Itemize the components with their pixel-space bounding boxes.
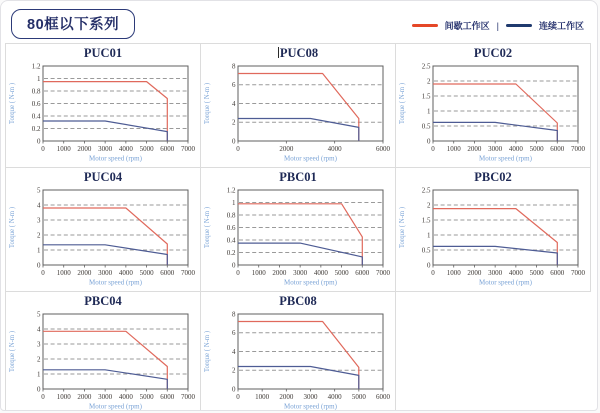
- y-tick-label: 6: [232, 81, 236, 90]
- y-tick-label: 0.8: [226, 211, 236, 220]
- y-tick-label: 0.2: [31, 124, 41, 133]
- y-tick-label: 0.4: [31, 112, 41, 121]
- y-tick-label: 8: [232, 62, 236, 71]
- chart-cell-puc02: [395, 43, 591, 168]
- x-axis-label: Motor speed (rpm): [479, 278, 532, 287]
- y-tick-label: 1: [37, 370, 41, 379]
- x-tick-label: 5000: [529, 269, 544, 277]
- y-tick-label: 1: [232, 198, 236, 207]
- y-tick-label: 2: [427, 201, 431, 210]
- x-tick-label: 7000: [376, 269, 390, 277]
- chart-cell-puc04: [5, 167, 201, 292]
- chart-title: [6, 168, 200, 185]
- chart-plot-puc08: [201, 61, 395, 165]
- chart-title-text: PUC02: [473, 46, 513, 60]
- y-tick-label: 0: [37, 261, 41, 270]
- y-tick-label: 2: [232, 118, 236, 127]
- y-tick-label: 0.8: [31, 87, 41, 96]
- x-tick-label: 0: [236, 393, 240, 401]
- chart-title-text: PUC01: [83, 46, 123, 60]
- x-tick-label: 5000: [139, 269, 154, 277]
- chart-title-text: PBC04: [84, 294, 122, 308]
- y-tick-label: 2: [232, 366, 236, 375]
- y-tick-label: 0: [427, 261, 431, 270]
- x-axis-label: Motor speed (rpm): [284, 154, 337, 163]
- chart-plot-pbc04: [6, 309, 200, 411]
- y-tick-label: 0: [37, 137, 41, 146]
- chart-cell-pbc02: [395, 167, 591, 292]
- x-tick-label: 0: [236, 145, 240, 153]
- chart-title: [396, 168, 590, 185]
- y-tick-label: 0.2: [226, 248, 236, 257]
- x-tick-label: 2000: [77, 393, 92, 401]
- text-cursor: [278, 47, 279, 58]
- y-tick-label: 1.5: [421, 92, 431, 101]
- x-tick-label: 2000: [77, 145, 92, 153]
- x-tick-label: 3000: [488, 145, 503, 153]
- x-tick-label: 4000: [508, 269, 523, 277]
- x-tick-label: 0: [41, 145, 45, 153]
- x-tick-label: 2000: [467, 145, 482, 153]
- x-tick-label: 2000: [279, 393, 294, 401]
- x-tick-label: 6000: [160, 393, 175, 401]
- x-tick-label: 0: [431, 145, 435, 153]
- y-tick-label: 0: [427, 137, 431, 146]
- y-tick-label: 0: [232, 261, 236, 270]
- y-tick-label: 0.6: [226, 223, 236, 232]
- x-tick-label: 0: [41, 269, 45, 277]
- x-tick-label: 5000: [139, 393, 154, 401]
- intermittent-line-swatch: [412, 24, 438, 27]
- chart-plot-pbc01: [201, 185, 395, 289]
- x-tick-label: 7000: [571, 145, 585, 153]
- y-axis-label: Torque ( N-m ): [9, 330, 16, 373]
- y-axis-label: Torque ( N-m ): [399, 82, 406, 125]
- x-axis-label: Motor speed (rpm): [284, 278, 337, 287]
- x-tick-label: 7000: [181, 145, 195, 153]
- x-tick-label: 6000: [355, 269, 370, 277]
- continuous-line-swatch: [506, 24, 532, 27]
- x-tick-label: 2000: [77, 269, 92, 277]
- x-axis-label: Motor speed (rpm): [284, 402, 337, 411]
- y-axis-label: Torque ( N-m ): [204, 82, 211, 125]
- chart-title-text: PBC02: [474, 170, 512, 184]
- x-tick-label: 1000: [446, 145, 461, 153]
- y-tick-label: 2: [427, 77, 431, 86]
- x-tick-label: 2000: [279, 145, 294, 153]
- chart-title-text: PBC01: [279, 170, 317, 184]
- x-axis-label: Motor speed (rpm): [89, 154, 142, 163]
- chart-row: [5, 291, 591, 411]
- x-tick-label: 3000: [98, 393, 113, 401]
- x-tick-label: 2000: [272, 269, 287, 277]
- y-tick-label: 1.2: [31, 62, 41, 71]
- chart-title-text: PUC04: [83, 170, 123, 184]
- y-tick-label: 2: [37, 231, 41, 240]
- chart-plot-pbc08: [201, 309, 395, 411]
- y-tick-label: 6: [232, 329, 236, 338]
- x-tick-label: 0: [431, 269, 435, 277]
- y-tick-label: 5: [37, 310, 41, 319]
- plot-area: [43, 314, 188, 389]
- series-title-text: 80框以下系列: [27, 17, 120, 33]
- x-tick-label: 6000: [160, 145, 175, 153]
- plot-area: [433, 190, 578, 265]
- x-tick-label: 4000: [327, 393, 342, 401]
- x-tick-label: 2000: [467, 269, 482, 277]
- legend: [412, 19, 584, 32]
- y-axis-label: Torque ( N-m ): [204, 206, 211, 249]
- y-tick-label: 8: [232, 310, 236, 319]
- chart-plot-puc01: [6, 61, 200, 165]
- y-tick-label: 1.5: [421, 216, 431, 225]
- empty-cell: [395, 291, 591, 411]
- x-tick-label: 1000: [56, 393, 71, 401]
- x-tick-label: 1000: [251, 269, 266, 277]
- chart-title: [201, 292, 395, 309]
- intermittent-legend-label: 间歇工作区: [444, 21, 490, 31]
- y-tick-label: 5: [37, 186, 41, 195]
- series-title-badge: [11, 9, 135, 39]
- x-tick-label: 4000: [118, 393, 133, 401]
- x-tick-label: 1000: [56, 269, 71, 277]
- chart-cell-pbc08: [200, 291, 396, 411]
- y-axis-label: Torque ( N-m ): [9, 206, 16, 249]
- x-tick-label: 7000: [571, 269, 585, 277]
- x-tick-label: 6000: [376, 393, 390, 401]
- x-axis-label: Motor speed (rpm): [479, 154, 532, 163]
- y-tick-label: 0.6: [31, 99, 41, 108]
- x-tick-label: 7000: [181, 269, 195, 277]
- chart-row: [5, 43, 591, 168]
- y-tick-label: 0: [37, 385, 41, 394]
- charts-grid: [5, 43, 591, 411]
- x-tick-label: 3000: [98, 269, 113, 277]
- chart-cell-pbc04: [5, 291, 201, 411]
- x-tick-label: 6000: [160, 269, 175, 277]
- x-tick-label: 4000: [313, 269, 328, 277]
- chart-title: [201, 168, 395, 185]
- y-tick-label: 4: [37, 201, 41, 210]
- y-tick-label: 3: [37, 340, 41, 349]
- x-tick-label: 3000: [488, 269, 503, 277]
- y-tick-label: 4: [232, 99, 236, 108]
- chart-title: [6, 44, 200, 61]
- y-tick-label: 2.5: [421, 62, 431, 71]
- chart-cell-puc08: [200, 43, 396, 168]
- x-tick-label: 3000: [98, 145, 113, 153]
- y-tick-label: 0.5: [421, 246, 431, 255]
- chart-cell-puc01: [5, 43, 201, 168]
- chart-title: [396, 44, 590, 61]
- y-tick-label: 2.5: [421, 186, 431, 195]
- chart-title: [6, 292, 200, 309]
- chart-cell-pbc01: [200, 167, 396, 292]
- y-axis-label: Torque ( N-m ): [399, 206, 406, 249]
- x-tick-label: 4000: [118, 269, 133, 277]
- x-tick-label: 5000: [334, 269, 349, 277]
- y-tick-label: 1.2: [226, 186, 236, 195]
- y-tick-label: 4: [232, 347, 236, 356]
- continuous-legend-label: 连续工作区: [538, 21, 584, 31]
- x-tick-label: 5000: [529, 145, 544, 153]
- y-tick-label: 1: [37, 74, 41, 83]
- x-tick-label: 0: [41, 393, 45, 401]
- x-tick-label: 6000: [376, 145, 390, 153]
- y-tick-label: 1: [427, 107, 431, 116]
- y-axis-label: Torque ( N-m ): [9, 82, 16, 125]
- y-tick-label: 0.5: [421, 122, 431, 131]
- x-tick-label: 3000: [293, 269, 308, 277]
- chart-plot-puc02: [396, 61, 590, 165]
- plot-area: [433, 66, 578, 141]
- chart-title-text: PBC08: [279, 294, 317, 308]
- y-tick-label: 3: [37, 216, 41, 225]
- chart-title-text: PUC08: [279, 46, 319, 60]
- x-tick-label: 5000: [351, 393, 366, 401]
- x-tick-label: 1000: [446, 269, 461, 277]
- y-tick-label: 1: [427, 231, 431, 240]
- x-tick-label: 1000: [255, 393, 270, 401]
- legend-separator: |: [496, 20, 499, 31]
- x-tick-label: 4000: [118, 145, 133, 153]
- x-tick-label: 3000: [303, 393, 318, 401]
- x-tick-label: 4000: [327, 145, 342, 153]
- x-tick-label: 7000: [181, 393, 195, 401]
- chart-plot-pbc02: [396, 185, 590, 289]
- x-tick-label: 5000: [139, 145, 154, 153]
- y-tick-label: 0: [232, 137, 236, 146]
- y-tick-label: 1: [37, 246, 41, 255]
- x-tick-label: 0: [236, 269, 240, 277]
- x-axis-label: Motor speed (rpm): [89, 278, 142, 287]
- x-tick-label: 6000: [550, 145, 565, 153]
- y-tick-label: 0: [232, 385, 236, 394]
- x-tick-label: 4000: [508, 145, 523, 153]
- y-tick-label: 0.4: [226, 236, 236, 245]
- x-tick-label: 6000: [550, 269, 565, 277]
- y-tick-label: 4: [37, 325, 41, 334]
- chart-title: [201, 44, 395, 61]
- chart-row: [5, 167, 591, 292]
- y-tick-label: 2: [37, 355, 41, 364]
- chart-plot-puc04: [6, 185, 200, 289]
- x-axis-label: Motor speed (rpm): [89, 402, 142, 411]
- x-tick-label: 1000: [56, 145, 71, 153]
- y-axis-label: Torque ( N-m ): [204, 330, 211, 373]
